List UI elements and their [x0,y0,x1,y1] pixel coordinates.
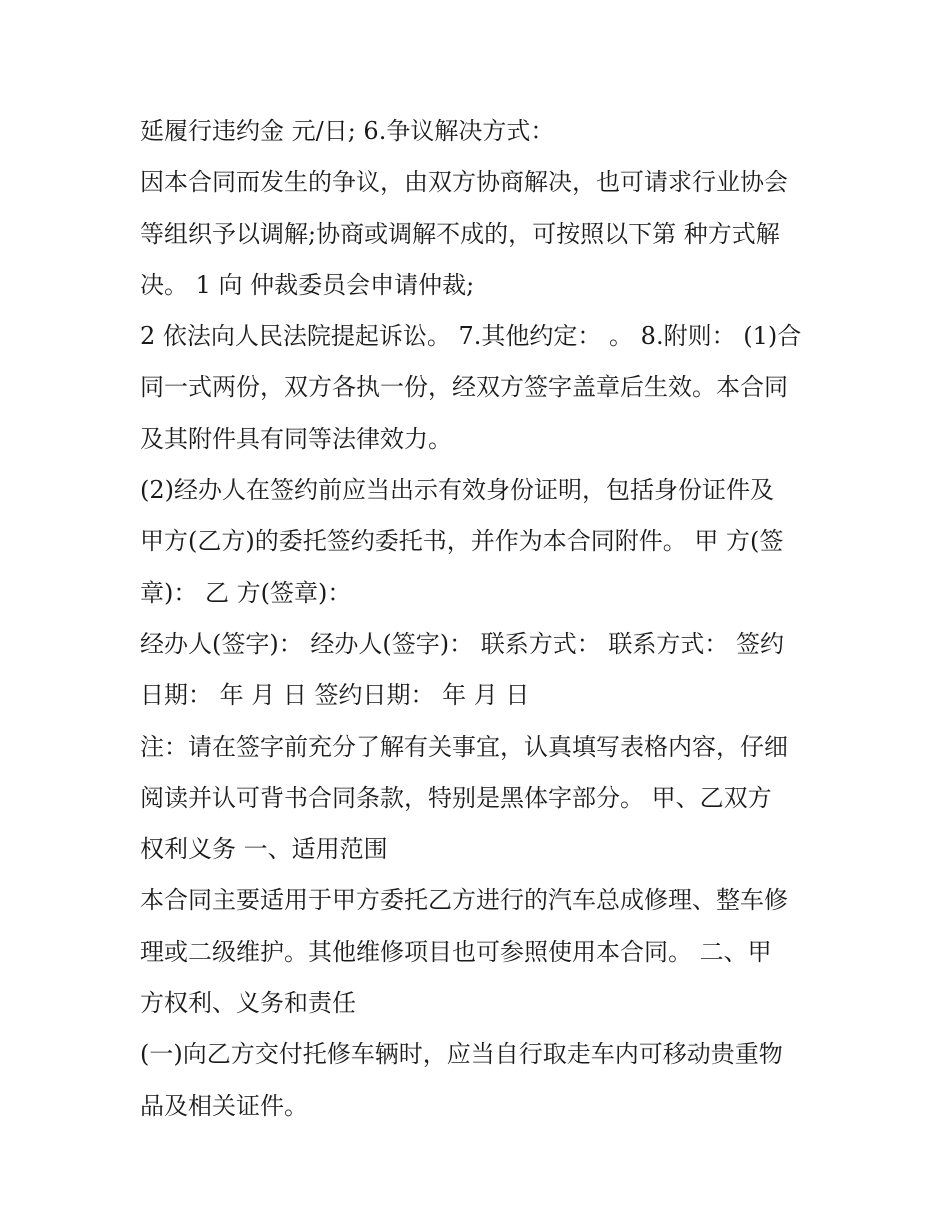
text-line: 同一式两份，双方各执一份，经双方签字盖章后生效。本合同 [140,373,788,402]
text-line: 章)： 乙 方(签章)： [140,578,352,607]
text-line: 注：请在签字前充分了解有关事宜，认真填写表格内容，仔细 [140,732,788,761]
text-line: 延履行违约金 元/日; 6.争议解决方式： [140,117,555,145]
text-line: (一)向乙方交付托修车辆时，应当自行取走车内可移动贵重物 [140,1040,783,1069]
text-line: 经办人(签字)： 经办人(签字)： 联系方式： 联系方式： 签约 [140,629,784,658]
text-line: 因本合同而发生的争议，由双方协商解决，也可请求行业协会 [140,168,788,197]
text-line: 理或二级维护。其他维修项目也可参照使用本合同。 二、甲 [140,937,772,966]
document-body [140,110,820,1136]
text-line: 2 依法向人民法院提起诉讼。 7.其他约定： 。 8.附则： (1)合 [140,322,802,351]
text-line: 阅读并认可背书合同条款，特别是黑体字部分。 甲、乙双方 [140,783,772,812]
text-line: 本合同主要适用于甲方委托乙方进行的汽车总成修理、整车修 [140,886,788,915]
text-line: 甲方(乙方)的委托签约委托书，并作为本合同附件。 甲 方(签 [140,527,784,556]
text-line: 品及相关证件。 [140,1091,308,1120]
text-line: 日期： 年 月 日 签约日期： 年 月 日 [140,681,530,710]
text-line: 及其附件具有同等法律效力。 [140,424,452,453]
text-line: 权利义务 一、适用范围 [140,835,388,864]
text-line: 等组织予以调解;协商或调解不成的，可按照以下第 种方式解 [140,219,780,248]
text-line: (2)经办人在签约前应当出示有效身份证明，包括身份证件及 [140,476,774,505]
text-line: 方权利、义务和责任 [140,989,356,1018]
text-line: 决。 1 向 仲裁委员会申请仲裁; [140,270,475,299]
